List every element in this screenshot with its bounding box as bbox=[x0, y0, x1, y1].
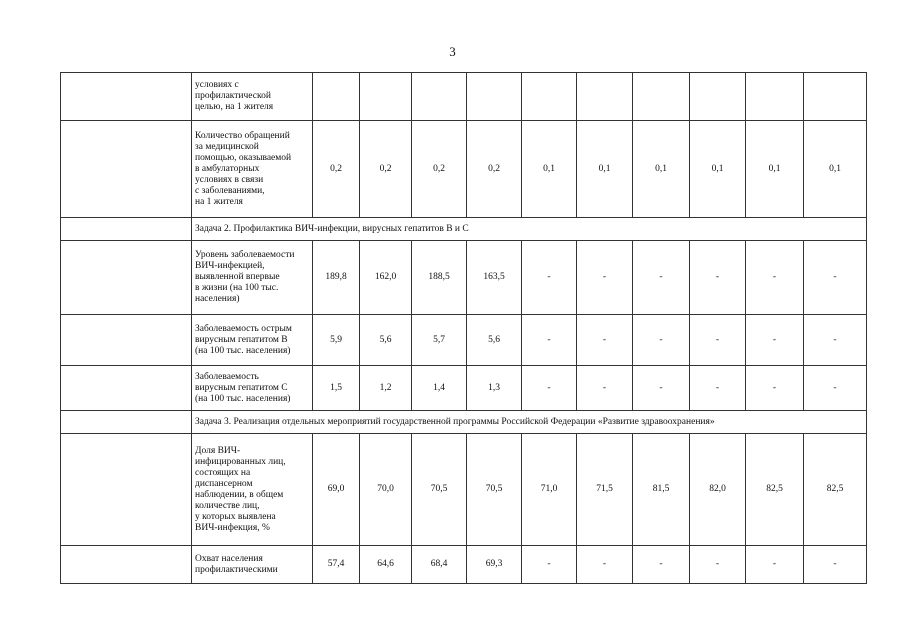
task-row bbox=[61, 218, 867, 241]
value-cell bbox=[412, 73, 467, 121]
value-cell: 0,2 bbox=[412, 121, 467, 218]
value-cell: 82,5 bbox=[746, 434, 804, 546]
value-cell: 0,1 bbox=[804, 121, 867, 218]
blank-left-cell bbox=[61, 121, 192, 218]
value-cell bbox=[360, 73, 412, 121]
blank-left-cell bbox=[61, 411, 192, 434]
indicator-name-cell bbox=[192, 546, 313, 584]
value-cell: - bbox=[804, 315, 867, 366]
value-cell: 0,1 bbox=[577, 121, 633, 218]
blank-left-cell bbox=[61, 241, 192, 315]
value-cell: 188,5 bbox=[412, 241, 467, 315]
task-heading: Задача 2. Профилактика ВИЧ-инфекции, вирусных гепатитов В и С bbox=[192, 218, 867, 241]
value-cell: - bbox=[522, 366, 577, 411]
value-cell: 82,5 bbox=[804, 434, 867, 546]
indicator-name-cell bbox=[192, 366, 313, 411]
value-cell bbox=[690, 73, 746, 121]
value-cell: - bbox=[746, 241, 804, 315]
blank-left-cell bbox=[61, 73, 192, 121]
value-cell: 71,5 bbox=[577, 434, 633, 546]
value-cell: 68,4 bbox=[412, 546, 467, 584]
value-cell: - bbox=[522, 315, 577, 366]
table-row bbox=[61, 121, 867, 218]
value-cell bbox=[577, 73, 633, 121]
value-cell: - bbox=[690, 546, 746, 584]
value-cell: - bbox=[577, 315, 633, 366]
indicator-name-cell bbox=[192, 315, 313, 366]
indicator-name-cell bbox=[192, 434, 313, 546]
blank-left-cell bbox=[61, 434, 192, 546]
value-cell: 69,0 bbox=[313, 434, 360, 546]
value-cell: - bbox=[577, 366, 633, 411]
value-cell: 1,2 bbox=[360, 366, 412, 411]
value-cell: 70,0 bbox=[360, 434, 412, 546]
value-cell: - bbox=[746, 546, 804, 584]
value-cell: - bbox=[804, 366, 867, 411]
value-cell: - bbox=[577, 546, 633, 584]
value-cell: 71,0 bbox=[522, 434, 577, 546]
value-cell bbox=[467, 73, 522, 121]
table-row bbox=[61, 73, 867, 121]
value-cell: 64,6 bbox=[360, 546, 412, 584]
value-cell bbox=[313, 73, 360, 121]
value-cell: 0,2 bbox=[360, 121, 412, 218]
task-row bbox=[61, 411, 867, 434]
value-cell: 0,2 bbox=[313, 121, 360, 218]
value-cell: - bbox=[690, 241, 746, 315]
value-cell: 162,0 bbox=[360, 241, 412, 315]
value-cell: - bbox=[633, 366, 690, 411]
value-cell: 5,9 bbox=[313, 315, 360, 366]
value-cell: 163,5 bbox=[467, 241, 522, 315]
value-cell: 0,1 bbox=[633, 121, 690, 218]
value-cell: 5,7 bbox=[412, 315, 467, 366]
blank-left-cell bbox=[61, 315, 192, 366]
indicator-name: Количество обращений за медицинской помощью, оказываемой в амбулаторных условиях в связи с заболеваниями, на 1 жителя bbox=[195, 130, 292, 207]
value-cell: 70,5 bbox=[412, 434, 467, 546]
table-row bbox=[61, 434, 867, 546]
indicator-name-cell bbox=[192, 121, 313, 218]
value-cell bbox=[746, 73, 804, 121]
value-cell: 0,2 bbox=[467, 121, 522, 218]
blank-left-cell bbox=[61, 546, 192, 584]
value-cell: 5,6 bbox=[360, 315, 412, 366]
page-number: 3 bbox=[449, 44, 456, 59]
value-cell: - bbox=[746, 315, 804, 366]
indicators-table bbox=[60, 72, 867, 584]
value-cell: 57,4 bbox=[313, 546, 360, 584]
value-cell: - bbox=[633, 241, 690, 315]
value-cell: - bbox=[522, 546, 577, 584]
value-cell: 1,5 bbox=[313, 366, 360, 411]
indicator-name: Доля ВИЧ- инфицированных лиц, состоящих на диспансерном наблюдении, в общем количестве лиц, у которых выявлена ВИЧ-инфекция, % bbox=[195, 445, 286, 533]
table-row bbox=[61, 366, 867, 411]
value-cell: - bbox=[746, 366, 804, 411]
table-row bbox=[61, 546, 867, 584]
task-heading: Задача 3. Реализация отдельных мероприятий государственной программы Российской Федерации «Развитие здравоохранения» bbox=[192, 411, 867, 434]
value-cell: - bbox=[633, 546, 690, 584]
value-cell bbox=[804, 73, 867, 121]
value-cell: - bbox=[690, 315, 746, 366]
value-cell bbox=[522, 73, 577, 121]
indicator-name: Уровень заболеваемости ВИЧ-инфекцией, выявленной впервые в жизни (на 100 тыс. населения) bbox=[195, 250, 295, 304]
value-cell: 0,1 bbox=[746, 121, 804, 218]
value-cell: 70,5 bbox=[467, 434, 522, 546]
value-cell: - bbox=[633, 315, 690, 366]
indicator-name: Охват населения профилактическими bbox=[195, 553, 278, 575]
value-cell: 0,1 bbox=[690, 121, 746, 218]
blank-left-cell bbox=[61, 218, 192, 241]
value-cell: - bbox=[522, 241, 577, 315]
indicator-name: Заболеваемость острым вирусным гепатитом В (на 100 тыс. населения) bbox=[195, 323, 292, 356]
value-cell bbox=[633, 73, 690, 121]
table-row bbox=[61, 315, 867, 366]
indicator-name: условиях с профилактической целью, на 1 жителя bbox=[195, 80, 274, 112]
value-cell: 69,3 bbox=[467, 546, 522, 584]
value-cell: 82,0 bbox=[690, 434, 746, 546]
value-cell: - bbox=[804, 546, 867, 584]
table-row bbox=[61, 241, 867, 315]
value-cell: 189,8 bbox=[313, 241, 360, 315]
blank-left-cell bbox=[61, 366, 192, 411]
value-cell: 5,6 bbox=[467, 315, 522, 366]
indicator-name-cell bbox=[192, 73, 313, 121]
value-cell: 81,5 bbox=[633, 434, 690, 546]
value-cell: 1,3 bbox=[467, 366, 522, 411]
indicator-name: Заболеваемость вирусным гепатитом С (на 100 тыс. населения) bbox=[195, 371, 291, 404]
value-cell: - bbox=[804, 241, 867, 315]
value-cell: - bbox=[690, 366, 746, 411]
value-cell: 1,4 bbox=[412, 366, 467, 411]
value-cell: 0,1 bbox=[522, 121, 577, 218]
value-cell: - bbox=[577, 241, 633, 315]
indicator-name-cell bbox=[192, 241, 313, 315]
